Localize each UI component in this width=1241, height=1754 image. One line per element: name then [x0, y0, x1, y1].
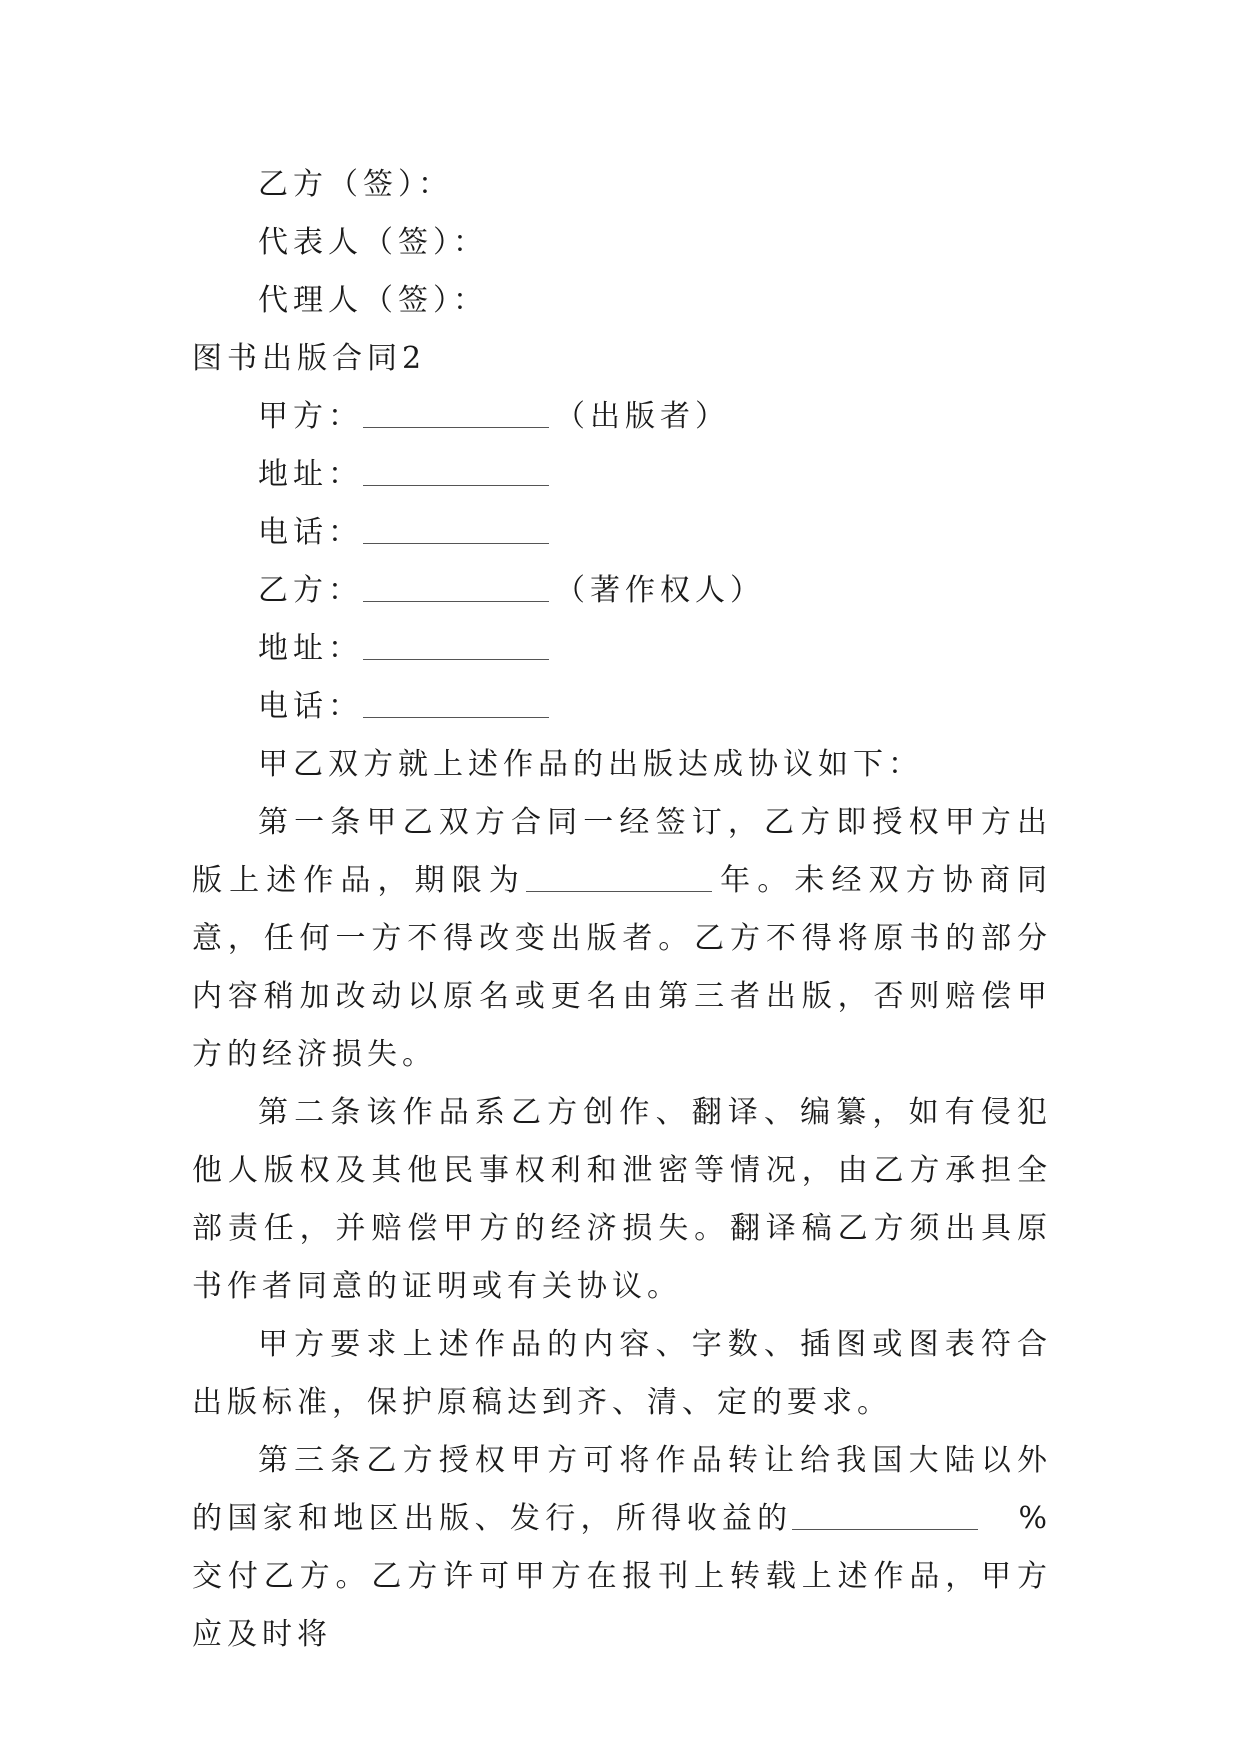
party-label: 电话：: [258, 515, 363, 550]
fill-in-blank: [363, 513, 549, 544]
party-label: 电话：: [258, 689, 363, 724]
signature-party-b: 乙方（签）：: [258, 167, 453, 202]
party-role: （著作权人）: [555, 573, 765, 608]
party-role: （出版者）: [555, 399, 730, 434]
fill-in-blank: [363, 687, 549, 718]
fill-in-blank: [363, 629, 549, 660]
contract-title: 图书出版合同2: [192, 341, 427, 376]
fill-in-blank: [363, 455, 549, 486]
article-1: [192, 794, 1052, 1084]
party-label: 地址：: [258, 631, 363, 666]
fill-in-blank: [526, 861, 712, 892]
contract-page: [192, 156, 1052, 1664]
party-b-phone: [192, 678, 1052, 736]
article-2: 第二条该作品系乙方创作、翻译、编纂，如有侵犯他人版权及其他民事权利和泄密等情况，由乙方承担全部责任，并赔偿甲方的经济损失。翻译稿乙方须出具原书作者同意的证明或有关协议。: [192, 1095, 1052, 1304]
article-3-text-a: 第三条乙方授权甲方可将作品转让给我国大陆以外的国家和地区出版、发行，所得收益的: [192, 1443, 1052, 1536]
party-b-name: [192, 562, 1052, 620]
party-label: 乙方：: [258, 573, 363, 608]
signature-representative: 代表人（签）：: [258, 225, 488, 260]
party-a-phone: [192, 504, 1052, 562]
party-a-name: [192, 388, 1052, 446]
party-label: 地址：: [258, 457, 363, 492]
party-label: 甲方：: [258, 399, 363, 434]
party-a-address: [192, 446, 1052, 504]
signature-agent: 代理人（签）：: [258, 283, 488, 318]
fill-in-blank: [792, 1499, 978, 1530]
article-3-text-b: %交付乙方。乙方许可甲方在报刊上转载上述作品，甲方应及时将: [192, 1501, 1052, 1652]
article-1-text-a: 第一条甲乙双方合同一经签订，乙方即授权甲方出版上述作品，期限为: [192, 805, 1052, 898]
article-1-text-b: 年。未经双方协商同意，任何一方不得改变出版者。乙方不得将原书的部分内容稍加改动以原名或更名由第三者出版，否则赔偿甲方的经济损失。: [192, 863, 1052, 1072]
intro-paragraph: 甲乙双方就上述作品的出版达成协议如下：: [258, 747, 923, 782]
fill-in-blank: [363, 397, 549, 428]
fill-in-blank: [363, 571, 549, 602]
article-3: [192, 1432, 1052, 1664]
article-2-requirements: 甲方要求上述作品的内容、字数、插图或图表符合出版标准，保护原稿达到齐、清、定的要求。: [192, 1327, 1052, 1420]
party-b-address: [192, 620, 1052, 678]
